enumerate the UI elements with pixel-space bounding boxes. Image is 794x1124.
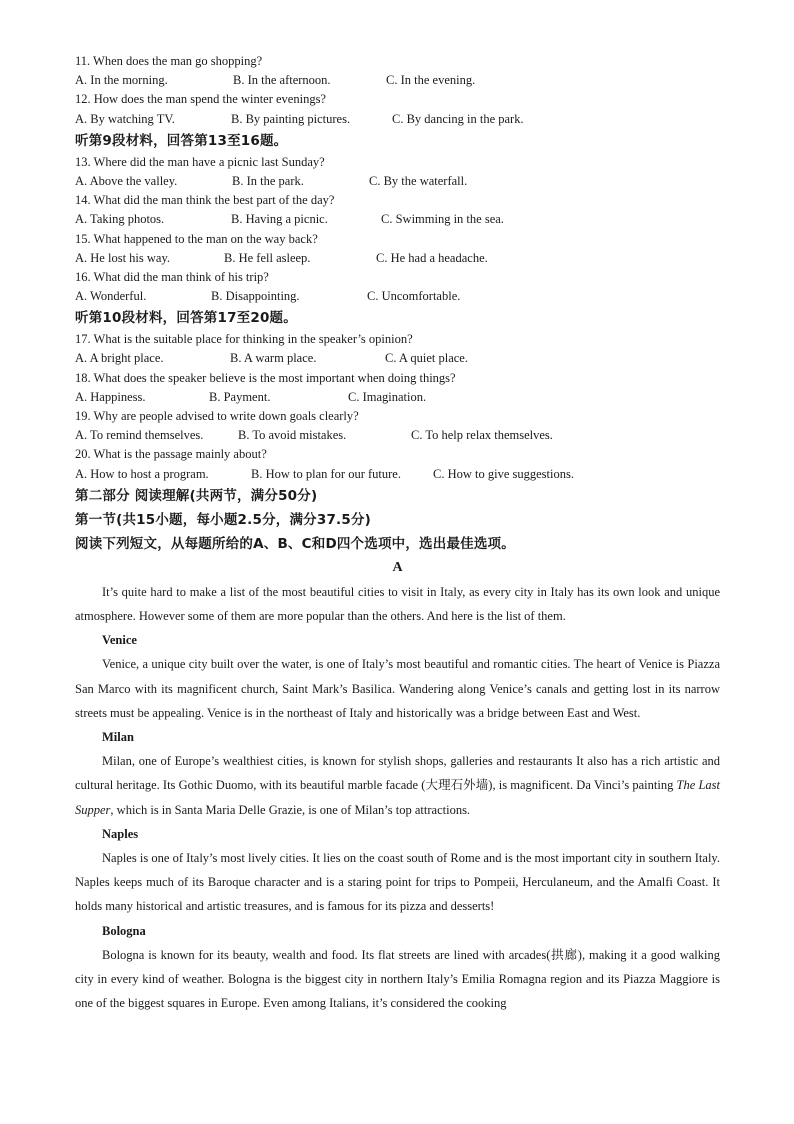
option-c: C. Swimming in the sea. xyxy=(381,212,504,227)
naples-paragraph: Naples is one of Italy’s most lively cities. It lies on the coast south of Rome and is the most important city in southern Italy. Naples keeps much of its Baroque character and is a staring point for trips to Pompeii, Herculaneum, and the Amalfi Coast. It holds many historical and artistic treasures, and is famous for its pizza and desserts! xyxy=(75,850,720,914)
options-12 xyxy=(75,110,720,129)
city-heading-venice: Venice xyxy=(102,633,137,648)
option-a: A. Above the valley. xyxy=(75,173,178,188)
option-b: B. In the afternoon. xyxy=(233,73,331,88)
city-heading-naples: Naples xyxy=(102,826,139,841)
question-20: 20. What is the passage mainly about? xyxy=(75,447,267,462)
option-a: A. In the morning. xyxy=(75,73,168,88)
option-c: C. By the waterfall. xyxy=(369,173,468,188)
part-2-heading: 第二部分 阅读理解(共两节，满分50分) xyxy=(75,487,318,504)
options-19 xyxy=(75,426,720,445)
option-a: A. A bright place. xyxy=(75,351,164,366)
option-b: B. By painting pictures. xyxy=(231,111,351,126)
option-c: C. He had a headache. xyxy=(376,250,488,265)
question-11: 11. When does the man go shopping? xyxy=(75,54,263,68)
option-c: C. Imagination. xyxy=(348,389,427,404)
part-2-section-1-heading: 第一节(共15小题，每小题2.5分，满分37.5分) xyxy=(75,511,372,528)
option-b: B. A warm place. xyxy=(230,351,317,366)
passage-title: A xyxy=(392,559,403,575)
option-c: C. In the evening. xyxy=(386,73,476,88)
question-14: 14. What did the man think the best part of the day? xyxy=(75,193,335,208)
option-a: A. He lost his way. xyxy=(75,250,171,265)
milan-text-b: , which is in Santa Maria Delle Grazie, is one of Milan’s top attractions. xyxy=(110,802,471,817)
question-block xyxy=(75,330,720,484)
option-c: C. By dancing in the park. xyxy=(392,111,524,126)
option-a: A. Taking photos. xyxy=(75,212,165,227)
option-c: C. Uncomfortable. xyxy=(367,289,461,304)
venice-paragraph: Venice, a unique city built over the water, is one of Italy’s most beautiful and romantic cities. The heart of Venice is Piazza San Marco with its magnificent church, Saint Mark’s Basilica. Wandering along Venice’s canals and getting lost in its narrow streets must be appealing. Venice is in the northeast of Italy and historically was a bridge between East and West. xyxy=(75,657,720,720)
option-a: A. How to host a program. xyxy=(75,466,209,481)
option-b: B. Having a picnic. xyxy=(231,212,328,227)
section-9-heading: 听第9段材料，回答第13至16题。 xyxy=(75,132,288,149)
options-20 xyxy=(75,465,720,484)
question-17: 17. What is the suitable place for thinking in the speaker’s opinion? xyxy=(75,332,413,347)
question-18: 18. What does the speaker believe is the most important when doing things? xyxy=(75,370,456,385)
question-15: 15. What happened to the man on the way back? xyxy=(75,231,318,246)
option-c: C. How to give suggestions. xyxy=(433,466,574,481)
options-11 xyxy=(75,71,720,90)
option-c: C. A quiet place. xyxy=(385,351,468,366)
bologna-paragraph: Bologna is known for its beauty, wealth and food. Its flat streets are lined with arcades(拱廊), making it a good walking city in every kind of weather. Bologna is the biggest city in northern Italy’s Emilia Romagna region and its Piazza Maggiore is one of the biggest squares in Europe. Even among Italians, it’s considered the cooking xyxy=(75,947,720,1011)
option-a: A. Wonderful. xyxy=(75,289,147,304)
passage-intro: It’s quite hard to make a list of the most beautiful cities to visit in Italy, as every city in Italy has its own look and unique atmosphere. However some of them are more popular than the others. And here is the list of them. xyxy=(75,584,720,623)
options-18 xyxy=(75,388,720,407)
options-17 xyxy=(75,349,720,368)
section-10-heading: 听第10段材料，回答第17至20题。 xyxy=(75,310,297,327)
option-b: B. Disappointing. xyxy=(211,289,300,304)
option-b: B. In the park. xyxy=(232,173,304,188)
exam-page xyxy=(75,52,720,1015)
milan-text-a: Milan, one of Europe’s wealthiest cities, is known for stylish shops, galleries and restaurants It also has a rich artistic and cultural heritage. Its Gothic Duomo, with its beautiful marble facade (大理石外墙), is magnificent. Da Vinci’s painting xyxy=(75,754,720,793)
options-15 xyxy=(75,249,720,268)
question-block xyxy=(75,52,720,129)
milan-paragraph xyxy=(75,749,720,822)
option-a: A. By watching TV. xyxy=(75,111,175,126)
reading-instructions: 阅读下列短文，从每题所给的A、B、C和D四个选项中，选出最佳选项。 xyxy=(75,535,515,552)
option-b: B. He fell asleep. xyxy=(224,250,311,265)
painting-title: The Last Supper xyxy=(75,778,720,817)
options-13 xyxy=(75,172,720,191)
city-heading-milan: Milan xyxy=(102,729,134,744)
question-16: 16. What did the man think of his trip? xyxy=(75,269,269,284)
question-19: 19. Why are people advised to write down goals clearly? xyxy=(75,409,359,423)
question-block xyxy=(75,153,720,307)
question-12: 12. How does the man spend the winter evenings? xyxy=(75,92,326,107)
options-14 xyxy=(75,210,720,229)
option-a: A. To remind themselves. xyxy=(75,428,204,443)
option-b: B. To avoid mistakes. xyxy=(238,428,347,443)
option-c: C. To help relax themselves. xyxy=(411,428,553,443)
options-16 xyxy=(75,287,720,306)
option-b: B. How to plan for our future. xyxy=(251,466,401,481)
option-a: A. Happiness. xyxy=(75,389,146,404)
question-13: 13. Where did the man have a picnic last Sunday? xyxy=(75,154,325,169)
city-heading-bologna: Bologna xyxy=(102,923,146,938)
option-b: B. Payment. xyxy=(209,389,271,404)
